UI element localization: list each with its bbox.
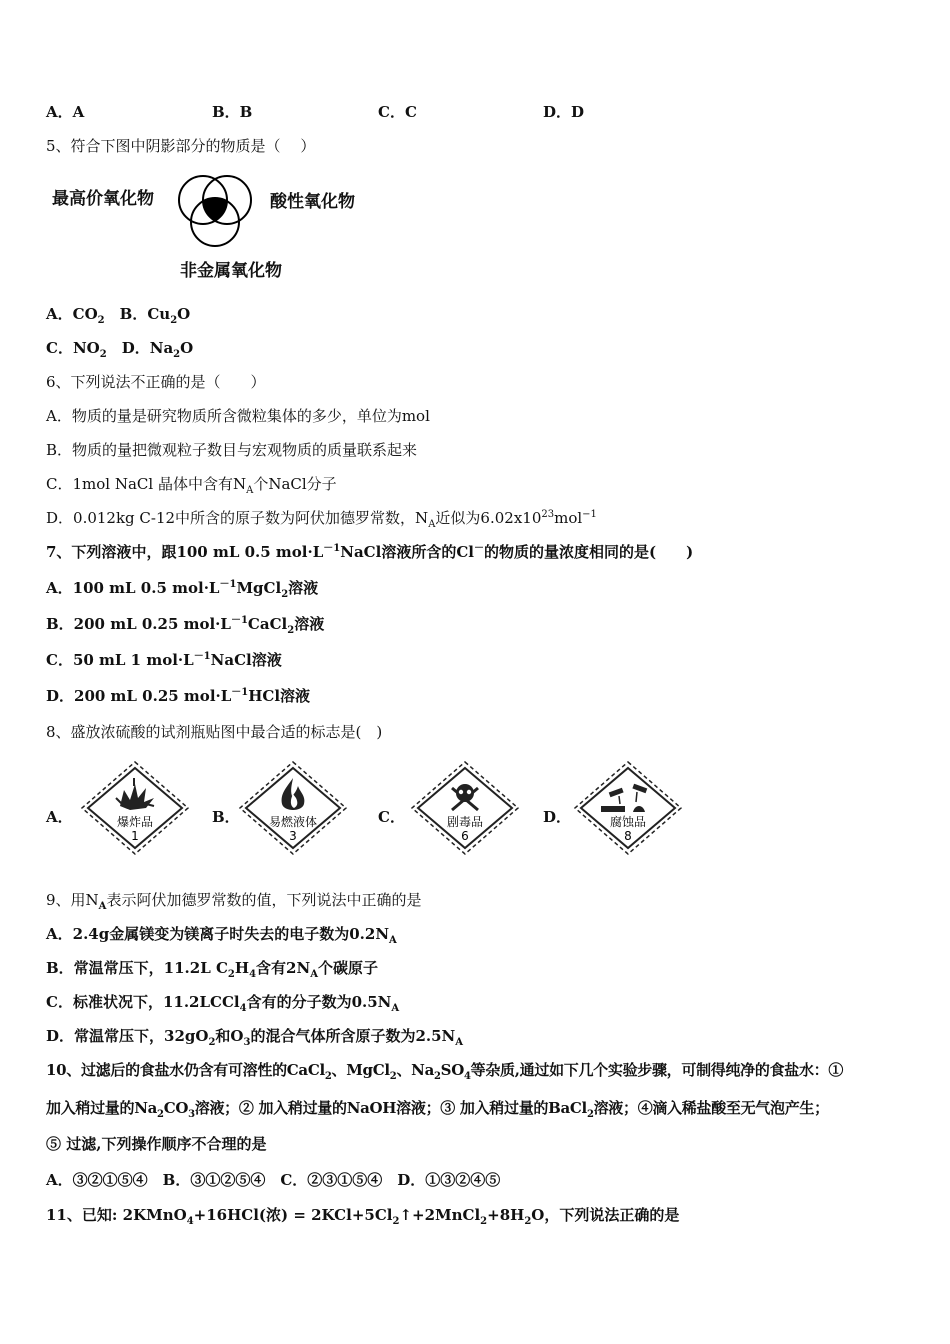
q4-option-a: A．A: [46, 103, 85, 121]
toxic-hazard-sign: [410, 760, 520, 856]
q10-stem-line-1: 10、过滤后的食盐水仍含有可溶性的CaCl$_2$、MgCl$_2$、$Na_2SO_4$等杂质,通过如下几个实验步骤，可制得纯净的食盐水：①: [46, 1061, 844, 1082]
explosive-hazard-sign: [80, 760, 190, 856]
q7-option-a: A．100 mL 0.5 $mol\cdot L^{-1}MgCl_2$溶液: [46, 579, 319, 600]
q6-option-d: D．0.012kg C-12中所含的原子数为阿伏加德罗常数，$N_A$近似为$6.02x10^{23}mol^{-1}$: [46, 509, 597, 530]
q8-stem: 8、盛放浓硫酸的试剂瓶贴图中最合适的标志是( ): [46, 723, 383, 741]
venn-circles: [170, 172, 270, 252]
q11-stem: 11、已知: 2KMnO$_4$+16HCl(浓) = $2KCl+5Cl_2↑+2MnCl_2+8H_2O$，下列说法正确的是: [46, 1206, 680, 1227]
skull-crossbones-icon: [452, 784, 478, 810]
q7-stem: 7、下列溶液中，跟100 mL 0.5 $mol\cdot L^{-1}NaCl$溶液所含的Cl－的物质的量浓度相同的是( ): [46, 543, 694, 561]
flammable-class-number: 3: [289, 829, 297, 843]
q10-stem-line-3: ⑤ 过滤,下列操作顺序不合理的是: [46, 1135, 267, 1153]
q5-options-row-1: A．$CO_2$ B．$Cu_2O$: [46, 305, 191, 326]
explosive-class-number: 1: [131, 829, 139, 843]
q5-options-row-2: C．$NO_2$ D．$Na_2O$: [46, 339, 194, 360]
q4-option-c: C．C: [378, 103, 417, 121]
venn-label-right: 酸性氧化物: [270, 192, 355, 212]
corrosive-class-number: 8: [624, 829, 632, 843]
q6-option-c: C．1mol NaCl 晶体中含有$N_A$个NaCl分子: [46, 475, 337, 496]
q10-stem-line-2: 加入稍过量的$Na_2CO_3$溶液；② 加入稍过量的NaOH溶液；③ 加入稍过量的BaCl$_2$溶液；④滴入稀盐酸至无气泡产生；: [46, 1099, 829, 1120]
flammable-label: 易燃液体: [268, 815, 318, 829]
explosion-icon: [116, 778, 154, 810]
q8-letter-b: B．: [212, 808, 240, 826]
venn-label-bottom: 非金属氧化物: [180, 261, 282, 281]
q9-option-c: C．标准状况下，11.2LCCl$_4$含有的分子数为$0.5N_A$: [46, 993, 400, 1014]
q7-option-b: B．200 mL 0.25 $mol\cdot L^{-1}CaCl_2$溶液: [46, 615, 325, 636]
q4-option-d: D．D: [543, 103, 585, 121]
q8-letter-d: D．: [543, 808, 572, 826]
q8-letter-a: A．: [46, 808, 73, 826]
q4-option-b: B．B: [212, 103, 253, 121]
q6-option-a: A．物质的量是研究物质所含微粒集体的多少，单位为mol: [46, 407, 430, 425]
q6-option-b: B．物质的量把微观粒子数目与宏观物质的质量联系起来: [46, 441, 418, 459]
q5-stem: 5、符合下图中阴影部分的物质是（ ）: [46, 137, 316, 155]
explosive-label: 爆炸品: [116, 815, 154, 829]
venn-label-top-left: 最高价氧化物: [52, 189, 154, 209]
corrosive-label: 腐蚀品: [609, 815, 647, 829]
flammable-liquid-sign: [238, 760, 348, 856]
q10-options: A．③②①⑤④ B．③①②⑤④ C．②③①⑤④ D．①③②④⑤: [46, 1171, 501, 1189]
corrosive-hazard-sign: [573, 760, 683, 856]
q9-option-d: D．常温常压下，$32gO_2$和$O_3$的混合气体所含原子数为$2.5N_A$: [46, 1027, 464, 1048]
q8-letter-c: C．: [378, 808, 405, 826]
toxic-class-number: 6: [461, 829, 469, 843]
q9-option-b: B．常温常压下，11.2L $C_2H_4$含有$2N_A$个碳原子: [46, 959, 378, 980]
toxic-label: 剧毒品: [446, 815, 484, 829]
q7-option-c: C．50 mL 1 $mol\cdot L^{-1}NaCl$溶液: [46, 651, 282, 669]
q7-option-d: D．200 mL 0.25 $mol\cdot L^{-1}HCl$溶液: [46, 687, 311, 705]
corrosive-icon: [601, 784, 647, 812]
q9-option-a: A．2.4g金属镁变为镁离子时失去的电子数为$0.2N_A$: [46, 925, 397, 946]
q6-stem: 6、下列说法不正确的是（ ）: [46, 373, 266, 391]
q9-stem: 9、用$N_A$表示阿伏加德罗常数的值，下列说法中正确的是: [46, 891, 422, 912]
